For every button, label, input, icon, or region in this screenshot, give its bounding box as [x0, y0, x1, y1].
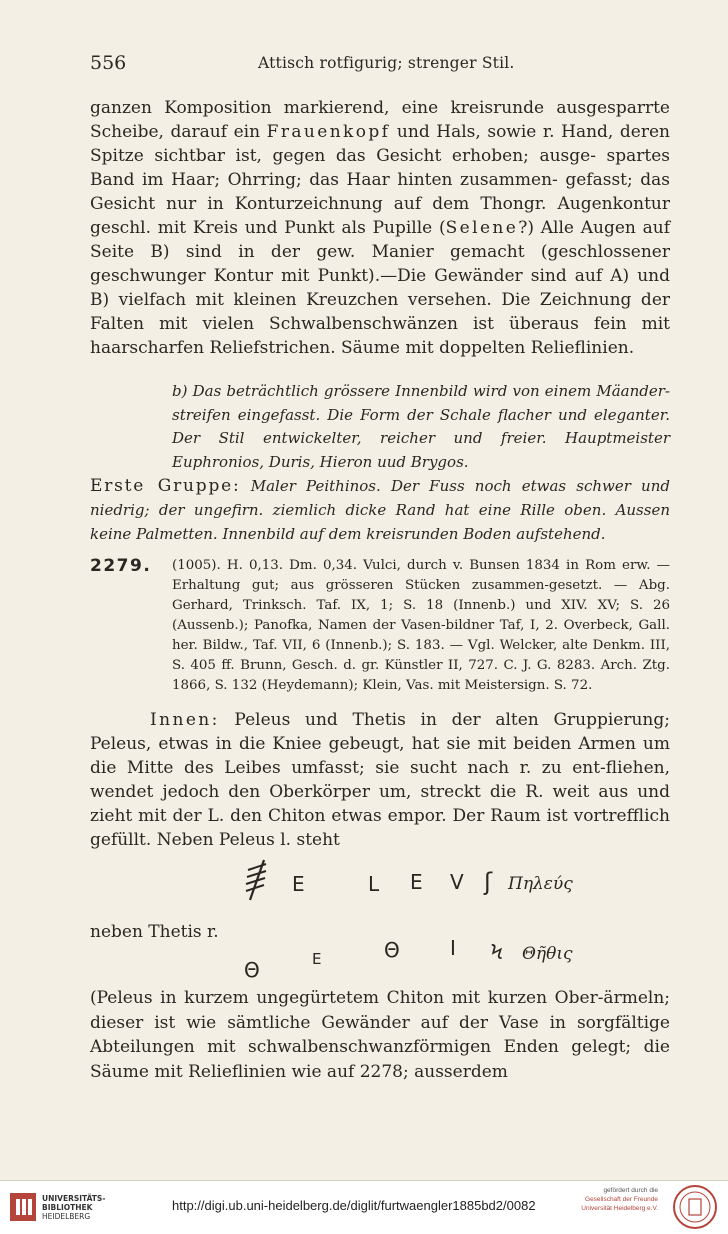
inscr-letter-1: E [292, 872, 305, 896]
sponsor-line-3: Universität Heidelberg e.V. [581, 1205, 658, 1212]
intro-line-8: (geschlossener geschwunger Kontur mit Punkt).—Die Gewänder [90, 242, 670, 286]
page-header [90, 52, 670, 76]
inscr-letter-3: E [410, 870, 423, 894]
innen-text: Peleus und Thetis in der alten Gruppierung; Peleus, etwas in die Kniee gebeugt, hat sie mit beiden Armen um die Mitte des Leibes umfasst; sie sucht nach r. zu ent-fliehen, wendet jedoch den Oberkörper um, streckt die R. weit aus und zieht mit der L. den Chiton etwas empor. Der Raum ist vortrefflich gefüllt. Neben Peleus l. steht [90, 710, 670, 850]
sponsor-line-2: Gesellschaft der Freunde [585, 1196, 658, 1203]
greek-thetis: Θῆθις [522, 944, 573, 964]
intro-paragraph [90, 96, 670, 360]
intro-line-7: Alle Augen auf Seite B) sind in der gew. Manier gemacht [90, 218, 671, 262]
running-title: Attisch rotfigurig; strenger Stil. [258, 54, 515, 72]
page-number: 556 [90, 52, 127, 74]
spaced-selene: Selene [445, 218, 519, 238]
sponsor-line-1: gefördert durch die [603, 1187, 658, 1194]
gruppe-label: Erste Gruppe: [90, 476, 241, 496]
intro-line-11: überaus fein mit haarscharfen Reliefstrichen. Säume mit [90, 314, 671, 358]
inscr-letter-5: ʃ [484, 868, 493, 896]
innen-paragraph [90, 708, 670, 852]
sponsor-note [558, 1186, 658, 1213]
inscr2-letter-3: Θ [384, 938, 400, 962]
hatched-letter-icon [244, 856, 270, 904]
gruppe-text: Maler Peithinos. Der Fuss noch etwas schwer und niedrig; der ungefirn. ziemlich dicke Rand hat eine Rille oben. Aussen keine Palmetten. Innenbild auf dem kreisrunden Boden aufstehend. [90, 477, 670, 543]
intro-line-5: gefasst; das Gesicht nur in Konturzeichnung auf dem Thongr. [90, 170, 671, 214]
library-name [42, 1194, 105, 1221]
intro-line-3: deren Spitze sichtbar ist, gegen das Gesicht erhoben; ausge- [90, 122, 670, 166]
inscr2-letter-2: E [312, 950, 322, 968]
last-paragraph: (Peleus in kurzem ungegürtetem Chiton mit kurzen Ober-ärmeln; dieser ist wie sämtliche Gewänder auf der Vase in sorgfältige Abteilungen mit schwalbenschwanzförmigen Enden gelegt; die Säume mit Relieflinien wie auf 2278; ausserdem [90, 988, 670, 1082]
neben-thetis: neben Thetis r. [90, 922, 219, 942]
library-line-3: HEIDELBERG [42, 1212, 91, 1221]
intro-line-10: Die Zeichnung der Falten mit vielen Schwalbenschwänzen ist [90, 290, 671, 334]
inscr2-letter-5: Ϟ [490, 940, 504, 964]
intro-line-2a: Scheibe, darauf ein [90, 122, 267, 142]
spaced-frauenkopf: Frauenkopf [266, 122, 391, 142]
inscr2-letter-1: Θ [244, 958, 260, 982]
inscr-letter-2: L [368, 872, 380, 896]
inscription-thetis [244, 934, 604, 984]
library-line-2: BIBLIOTHEK [42, 1203, 93, 1212]
university-seal-icon [672, 1184, 718, 1230]
intro-line-12: doppelten Relieflinien. [439, 338, 635, 358]
catalog-entry [90, 556, 670, 696]
greek-peleus: Πηλεύς [508, 874, 573, 894]
digitization-footer [0, 1180, 728, 1234]
inscr2-letter-4: I [450, 936, 456, 960]
intro-line-6a: Augenkontur geschl. mit Kreis und Punkt als Pupille ( [90, 194, 670, 238]
entry-number: 2279. [90, 556, 152, 576]
intro-line-6b: ?) [518, 218, 534, 238]
library-line-1: UNIVERSITÄTS- [42, 1194, 106, 1203]
intro-line-2b: und Hals, sowie r. Hand, [390, 122, 614, 142]
permalink-url[interactable]: http://digi.ub.uni-heidelberg.de/diglit/furtwaengler1885bd2/0082 [172, 1198, 536, 1213]
intro-line-1: ganzen Komposition markierend, eine kreisrunde ausgesparrte [90, 98, 670, 118]
innen-label: Innen: [150, 710, 220, 730]
inscr-letter-4: V [450, 870, 464, 894]
intro-line-4: spartes Band im Haar; Ohrring; das Haar hinten zusammen- [90, 146, 671, 190]
inscription-peleus [244, 856, 604, 906]
erste-gruppe [90, 474, 670, 546]
entry-text: (1005). H. 0,13. Dm. 0,34. Vulci, durch v. Bunsen 1834 in Rom erw. — Erhaltung gut; aus grösseren Stücken zusammen-gesetzt. — Abg. Gerhard, Trinksch. Taf. IX, 1; S. 18 (Innenb.) und XIV. XV; S. 26 (Aussenb.); Panofka, Namen der Vasen-bildner Taf, I, 2. Overbeck, Gall. her. Bildw., Taf. VII, 6 (Innenb.); S. 183. — Vgl. Welcker, alte Denkm. III, S. 405 ff. Brunn, Gesch. d. gr. Künstler II, 727. C. J. G. 8283. Arch. Ztg. 1866, S. 132 (Heydemann); Klein, Vas. mit Meistersign. S. 72. [172, 558, 670, 693]
subsection-b: b) Das beträchtlich grössere Innenbild wird von einem Mäander-streifen eingefasst. Die Form der Schale flacher und eleganter. Der Stil entwickelter, reicher und freier. Hauptmeister Euphronios, Duris, Hieron uud Brygos. [172, 382, 670, 471]
intro-line-9: sind auf A) und B) vielfach mit kleinen Kreuzchen versehen. [90, 266, 670, 310]
library-logo-icon [8, 1191, 38, 1223]
